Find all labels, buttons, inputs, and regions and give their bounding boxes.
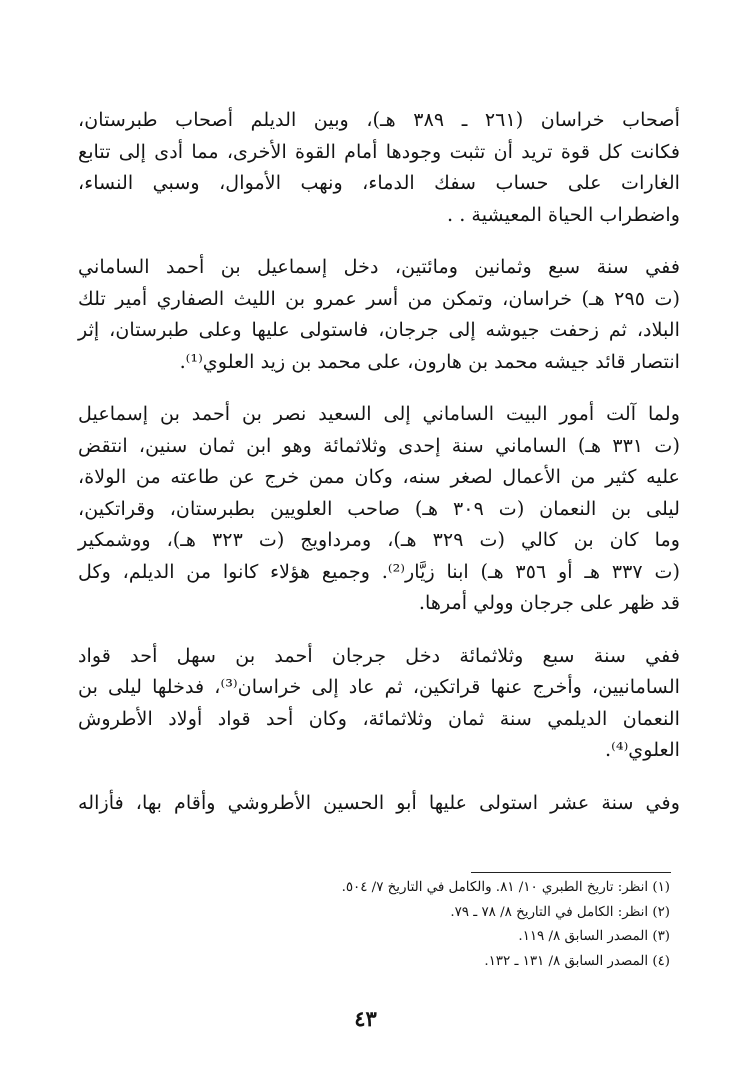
- text-line: ففي سنة سبع وثلاثمائة دخل جرجان أحمد بن سهل أحد قواد: [78, 643, 680, 667]
- footnotes: [200, 876, 670, 974]
- text-line: ففي سنة سبع وثمانين ومائتين، دخل إسماعيل بن أحمد الساماني: [78, 255, 680, 278]
- paragraph: [78, 398, 680, 619]
- text-line: ليلى بن النعمان (ت ٣٠٩ هـ) صاحب العلويين بطبرستان، وقراتكين،: [78, 496, 680, 520]
- footnote-divider: [471, 872, 671, 873]
- paragraph: [78, 251, 680, 377]
- text-line: العلوي⁽⁴⁾.: [605, 738, 680, 761]
- text-line: (ت ٣٣١ هـ) الساماني سنة إحدى وثلاثمائة وهو ابن ثمان سنين، انتقض: [78, 433, 680, 457]
- text-line: (ت ٢٩٥ هـ) خراسان، وتمكن من أسر عمرو بن الليث الصفاري أمير تلك: [78, 286, 680, 310]
- text-line: انتصار قائد جيشه محمد بن هارون، على محمد بن زيد العلوي⁽¹⁾.: [179, 349, 680, 373]
- footnote: (٢) انظر: الكامل في التاريخ ٨/ ٧٨ ـ ٧٩.: [450, 904, 670, 920]
- text-line: السامانيين، وأخرج عنها قراتكين، ثم عاد إلى خراسان⁽³⁾، فدخلها ليلى بن: [78, 675, 680, 698]
- text-line: (ت ٣٣٧ هـ أو ٣٥٦ هـ) ابنا زيَّار⁽²⁾. وجميع هؤلاء كانوا من الديلم، وكل: [78, 559, 680, 583]
- paragraph: [78, 640, 680, 766]
- text-line: ولما آلت أمور البيت الساماني إلى السعيد نصر بن أحمد بن إسماعيل: [78, 402, 680, 425]
- paragraph: [78, 787, 680, 819]
- text-line: وما كان بن كالي (ت ٣٢٩ هـ)، ومرداويج (ت ٣٢٣ هـ)، ووشمكير: [78, 528, 680, 551]
- text-line: البلاد، ثم زحفت جيوشه إلى جرجان، فاستولى عليها وعلى طبرستان، إثر: [78, 318, 680, 341]
- footnote: (٤) المصدر السابق ٨/ ١٣١ ـ ١٣٢.: [484, 953, 670, 969]
- footnote: (٣) المصدر السابق ٨/ ١١٩.: [518, 929, 670, 944]
- text-line: النعمان الديلمي سنة ثمان وثلاثمائة، وكان أحد قواد أولاد الأطروش: [78, 706, 680, 730]
- paragraph: [78, 104, 680, 230]
- text-line: وفي سنة عشر استولى عليها أبو الحسين الأطروشي وأقام بها، فأزاله: [78, 790, 680, 814]
- page-number: ٤٣: [354, 1006, 377, 1031]
- text-line: واضطراب الحياة المعيشية . .: [447, 202, 680, 226]
- text-line: الغارات على حساب سفك الدماء، ونهب الأموال، وسبي النساء،: [78, 171, 680, 194]
- footnote: (١) انظر: تاريخ الطبري ١٠/ ٨١. والكامل في التاريخ ٧/ ٥٠٤.: [341, 880, 670, 895]
- main-text: [78, 104, 680, 839]
- text-line: قد ظهر على جرجان وولي أمرها.: [418, 591, 680, 614]
- text-line: عليه كثير من الأعمال لصغر سنه، وكان ممن خرج عن طاعته من الولاة،: [78, 465, 680, 488]
- text-line: فكانت كل قوة تريد أن تثبت وجودها أمام القوة الأخرى، مما أدى إلى تتابع: [78, 139, 680, 163]
- text-line: أصحاب خراسان (٢٦١ ـ ٣٨٩ هـ)، وبين الديلم أصحاب طبرستان،: [78, 108, 680, 131]
